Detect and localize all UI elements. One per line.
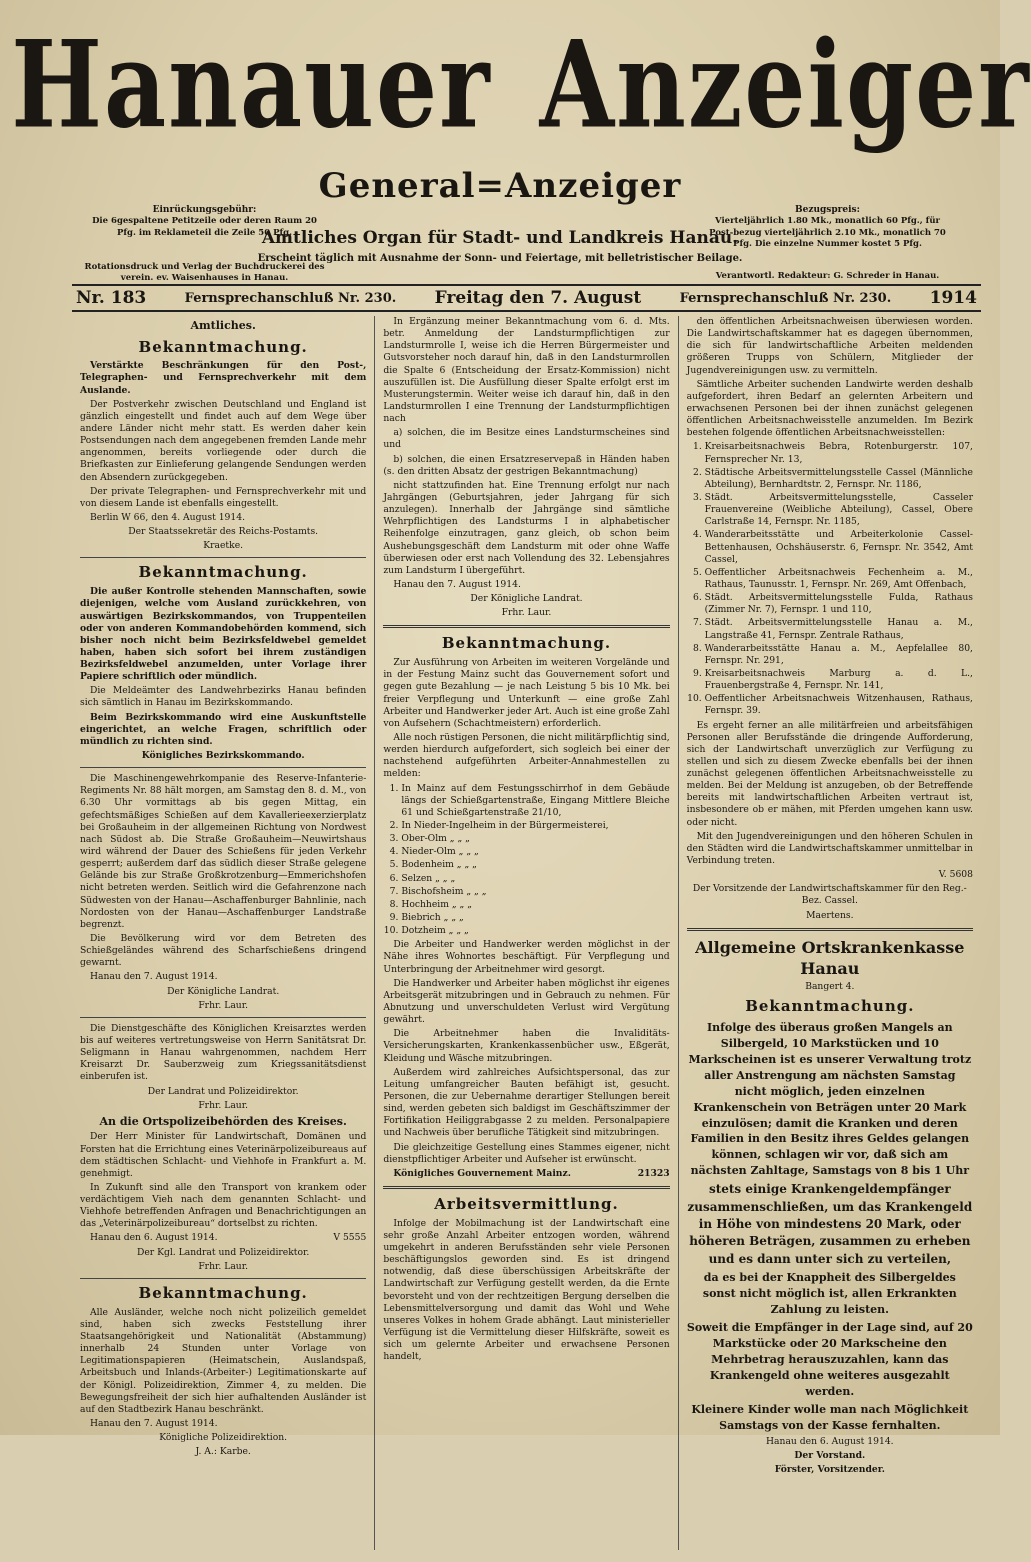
article-paragraph: stets einige Krankengeldempfänger zusammenschließen, um das Krankengeld in Höhe von mindestens 20 Mark, oder höheren Beträgen, zusammen zu erheben und es dann unter sich zu verteilen, xyxy=(687,1182,973,1266)
article-paragraph: Zur Ausführung von Arbeiten im weiteren Vorgelände und in der Festung Mainz sucht das Gouvernement sofort und gegen gute Bezahlung — je nach Leistung 5 bis 10 Mk. bei freier Verpflegung und Unterkunft — eine große Zahl Arbeiter und Handwerker jeder Art. Auch ist eine große Zahl von Aufsehern (Schachtmeistern) erforderlich. xyxy=(383,657,670,729)
article-heading: Bekanntmachung. xyxy=(138,1283,308,1302)
list-item: 9. Kreisarbeitsnachweis Marburg a. d. L., Frauenbergstraße 4, Fernspr. Nr. 141, xyxy=(705,668,973,692)
article-paragraph: Kleinere Kinder wolle man nach Möglichkeit Samstags von der Kasse fernhalten. xyxy=(691,1402,969,1432)
column-2 xyxy=(374,316,677,1550)
phone-right: Fernsprechanschluß Nr. 230. xyxy=(679,290,892,306)
article-heading: Bekanntmachung. xyxy=(745,997,915,1016)
list-item: 1. Kreisarbeitsnachweis Bebra, Rotenburgerstr. 107, Fernsprecher Nr. 13, xyxy=(705,441,973,465)
list-item: 8. Wanderarbeitsstätte Hanau a. M., Aepfelallee 80, Fernspr. Nr. 291, xyxy=(705,643,973,667)
divider xyxy=(687,928,973,931)
article-paragraph: Die Arbeitnehmer haben die Invaliditäts-Versicherungskarten, Krankenkassenbücher usw., Eßgerät, Kleidung und Wäsche mitzubringen. xyxy=(383,1028,670,1064)
publisher-note: Rotationsdruck und Verlag der Buchdruckerei des verein. ev. Waisenhauses in Hanau. xyxy=(84,262,325,284)
list-item: 4. Wanderarbeitsstätte und Arbeiterkolonie Cassel-Bettenhausen, Ochshäuserstr. 6, Fernspr. Nr. 3542, Amt Cassel, xyxy=(705,529,973,565)
article-paragraph: Die gleichzeitige Gestellung eines Stammes eigener, nicht dienstpflichtiger Arbeiter und Aufseher ist erwünscht. xyxy=(383,1141,670,1165)
article-signature: Königliches Bezirkskommando. xyxy=(141,750,305,762)
list-item: 10. Oeffentlicher Arbeitsnachweis Witzenhausen, Rathaus, Fernspr. 39. xyxy=(705,693,973,717)
article-signature-name: Förster, Vorsitzender. xyxy=(774,1463,885,1475)
list-item: 6. Städt. Arbeitsvermittelungsstelle Fulda, Rathaus (Zimmer Nr. 7), Fernspr. 1 und 110, xyxy=(705,592,973,616)
article-place-date: Hanau den 7. August 1914. xyxy=(90,1417,218,1429)
signature-text: Königliches Gouvernement Mainz. xyxy=(393,1167,571,1179)
divider xyxy=(80,1278,366,1279)
article-place-date: Hanau den 7. August 1914. xyxy=(393,578,521,590)
divider xyxy=(80,557,366,558)
article-heading: Arbeitsvermittlung. xyxy=(434,1194,619,1213)
article-paragraph: Alle noch rüstigen Personen, die nicht militärpflichtig sind, werden hierdurch aufgefordert, sich sogleich bei einer der nachstehend aufgeführten Arbeiter-Annahmestellen zu melden: xyxy=(383,732,670,780)
divider xyxy=(383,625,669,628)
divider xyxy=(80,767,366,768)
issue-date: Freitag den 7. August xyxy=(434,288,642,308)
list-item: 9. Biebrich „ „ „ xyxy=(401,912,669,924)
list-item: 7. Bischofsheim „ „ „ xyxy=(401,886,669,898)
place-date-text: Hanau den 6. August 1914. xyxy=(90,1232,218,1244)
article-paragraph: Der Postverkehr zwischen Deutschland und England ist gänzlich eingestellt und findet auch auf dem Wege über andere Länder nicht mehr statt. Es werden daher kein Postsendungen nach dem angegebenen fremden Lande mehr angenommen, bereits vorliegende oder durch die Briefkasten zur Einlieferung gelangende Sendungen werden den Absendern zurückgegeben. xyxy=(80,398,367,483)
list-item: 2. In Nieder-Ingelheim in der Bürgermeisterei, xyxy=(401,820,669,832)
article-paragraph: Infolge des überaus großen Mangels an Silbergeld, 10 Markstücken und 10 Markscheinen ist es unserer Verwaltung trotz aller Anstrengung am nächsten Samstag nicht möglich, jeden einzelnen Krankenschein von Beträgen unter 20 Mark einzulösen; damit die Kranken und deren Familien in den Besitz ihres Geldes gelangen können, schlagen wir vor, daß sich am nächsten Zahltage, Samstags von 8 bis 1 Uhr xyxy=(688,1020,972,1178)
article-signature-name: Frhr. Laur. xyxy=(198,999,249,1011)
list-item: 10. Dotzheim „ „ „ xyxy=(401,925,669,937)
article-place-date: Berlin W 66, den 4. August 1914. xyxy=(90,512,246,523)
article-heading: Bekanntmachung. xyxy=(441,634,612,653)
newspaper-title xyxy=(11,13,1031,155)
list-item: 7. Städt. Arbeitsvermittelungsstelle Hanau a. M., Langstraße 41, Fernspr. Zentrale Rathaus, xyxy=(705,617,973,641)
divider xyxy=(383,1186,669,1189)
article-heading: Bekanntmachung. xyxy=(138,337,308,356)
reference-code: V 5555 xyxy=(333,1232,367,1244)
column-1 xyxy=(72,316,374,1550)
article-paragraph: Beim Bezirkskommando wird eine Auskunftstelle eingerichtet, an welche Fragen, schriftlich oder mündlich zu richten sind. xyxy=(80,711,367,747)
dateline xyxy=(72,284,981,312)
article-paragraph: Die Meldeämter des Landwehrbezirks Hanau befinden sich sämtlich in Hanau im Bezirkskommando. xyxy=(80,685,367,709)
article-signature xyxy=(383,1168,669,1180)
reference-code: V. 5608 xyxy=(938,869,973,881)
article-signature: Der Königliche Landrat. xyxy=(470,593,583,605)
subscription-heading: Bezugspreis: xyxy=(795,205,860,215)
article-paragraph: Alle Ausländer, welche noch nicht polizeilich gemeldet sind, haben sich zwecks Feststellung ihrer Staatsangehörigkeit und Nationalität (Abstammung) innerhalb 24 Stunden unter Vorlage von Legitimationspapieren (Heimatschein, Auslandspaß, Arbeitsbuch und Inlands-(Arbeiter-) Legitimationskarte auf der Königl. Polizeidirektion, Zimmer 4, zu melden. Die Bewegungsfreiheit der sich hier aufhaltenden Ausländer ist auf den Stadtbezirk Hanau beschränkt. xyxy=(80,1306,367,1415)
article-paragraph: Die außer Kontrolle stehenden Mannschaften, sowie diejenigen, welche vom Ausland zurückkehren, von auswärtigen Bezirkskommandos, von Truppenteilen oder von anderen Kommandobehörden kommend, sich bisher noch nicht beim Bezirksfeldwebel gemeldet haben, haben sich sofort bei ihrem zuständigen Bezirksfeldwebel anzumelden, unter Vorlage ihrer Papiere schriftlich oder mündlich. xyxy=(80,586,367,683)
article-subheading: An die Ortspolizeibehörden des Kreises. xyxy=(99,1114,347,1128)
list-item: 3. Städt. Arbeitsvermittelungsstelle, Casseler Frauenvereine (Weibliche Abteilung), Cassel, Obere Carlstraße 14, Fernspr. Nr. 1185, xyxy=(705,492,973,528)
article-signature-name: Frhr. Laur. xyxy=(198,1099,249,1111)
subscription-text: Vierteljährlich 1.80 Mk., monatlich 60 Pfg., für Post-bezug vierteljährlich 2.10 Mk., monatlich 70 Pfg. Die einzelne Nummer kostet 5 Pfg. xyxy=(709,216,946,250)
article-place-date: Hanau den 7. August 1914. xyxy=(90,971,218,983)
article-paragraph: nicht stattzufinden hat. Eine Trennung erfolgt nur nach Jahrgängen (Geburtsjahren, jeder Jahrgang für sich anzulegen). Innerhalb der Jahrgänge sind sämtliche Wehrpflichtigen des Landsturms I in alphabetischer Reihenfolge einzutragen, ganz gleich, ob schon beim Aushebungsgeschäft dem Landsturm mit oder ohne Waffe überwiesen oder erst nach Vollendung des 32. Lebensjahres zum Landsturm I übergeführt. xyxy=(383,479,670,576)
article-paragraph: Es ergeht ferner an alle militärfreien und arbeitsfähigen Personen aller Berufsstände die dringende Aufforderung, sich der Landwirtschaft unverzüglich zur Verfügung zu stellen und sich zu diesem Zwecke ebenfalls bei der ihnen zunächst gelegenen öffentlichen Arbeitsnachweisstelle zu melden. Bei der Meldung ist anzugeben, ob der Betreffende bereits mit landwirtschaftlichen Arbeiten vertraut ist, insbesondere ob er mähen, mit Pferden umgehen kann usw. oder nicht. xyxy=(686,719,973,828)
article-place-date xyxy=(80,1232,366,1244)
article-signature-name: Frhr. Laur. xyxy=(198,1260,249,1272)
subtitle: General=Anzeiger xyxy=(318,166,682,206)
office-list xyxy=(687,441,973,717)
appears-line: Erscheint täglich mit Ausnahme der Sonn- und Feiertage, mit belletristischer Beilage. xyxy=(257,253,743,264)
article-list-item: b) solchen, die einen Ersatzreservepaß in Händen haben (s. den dritten Absatz der gestrigen Bekanntmachung) xyxy=(383,453,670,477)
article-paragraph: Mit den Jugendvereinigungen und den höheren Schulen in den Städten wird die Landwirtschaftskammer unmittelbar in Verbindung treten. xyxy=(686,830,973,867)
ad-rates-heading: Einrückungsgebühr: xyxy=(152,205,257,215)
ad-rates-text: Die 6gespaltene Petitzeile oder deren Raum 20 Pfg. im Reklameteil die Zeile 50 Pfg. xyxy=(92,216,317,238)
list-item: 3. Ober-Olm „ „ „ xyxy=(401,833,669,845)
article-paragraph: In Zukunft sind alle den Transport von krankem oder verdächtigem Vieh nach dem genannten Schlacht- und Viehhofe betreffenden Anfragen und Benachrichtigungen an das „Veterinärpolizeibureau“ dortselbst zu richten. xyxy=(80,1181,367,1230)
article-heading: Bekanntmachung. xyxy=(138,563,308,582)
article-signature: Königliche Polizeidirektion. xyxy=(159,1432,288,1444)
column-3 xyxy=(678,316,981,1550)
article-paragraph: Sämtliche Arbeiter suchenden Landwirte werden deshalb aufgefordert, ihren Bedarf an gelernten Arbeitern und erwachsenen Personen bei der ihnen zunächst gelegenen öffentlichen Arbeitsnachweisstelle anzumelden. Im Bezirk bestehen folgende öffentlichen Arbeitsnachweisstellen: xyxy=(686,378,973,439)
article-signature: Der Landrat und Polizeidirektor. xyxy=(147,1085,299,1097)
advert-heading: Allgemeine Ortskrankenkasse Hanau xyxy=(695,937,965,978)
list-item: 5. Oeffentlicher Arbeitsnachweis Fechenheim a. M., Rathaus, Taunusstr. 1, Fernspr. Nr. 269, Amt Offenbach, xyxy=(705,567,973,591)
article-signature: Der Staatssekretär des Reichs-Postamts. xyxy=(128,526,319,538)
advert-address: Bangert 4. xyxy=(805,980,855,992)
issue-number: Nr. 183 xyxy=(76,288,147,308)
article-signature: Der Vorsitzende der Landwirtschaftskammer für den Reg.-Bez. Cassel. xyxy=(692,883,967,907)
issue-year: 1914 xyxy=(929,288,977,308)
list-item: 2. Städtische Arbeitsvermittelungsstelle Cassel (Männliche Abteilung), Bernhardtstr. 2, Fernspr. Nr. 1186, xyxy=(705,467,973,491)
list-item: 6. Selzen „ „ „ xyxy=(401,873,669,885)
article-place-date: Hanau den 6. August 1914. xyxy=(766,1435,894,1447)
article-signature: Der Königliche Landrat. xyxy=(167,985,280,997)
article-paragraph: Die Arbeiter und Handwerker werden möglichst in der Nähe ihres Wohnortes beschäftigt. Für Verpflegung und Unterbringung der Arbeitnehmer wird gesorgt. xyxy=(383,939,670,975)
title-left: Hanauer xyxy=(11,13,492,155)
title-right: Anzeiger xyxy=(539,13,1031,155)
article-signature: Der Vorstand. xyxy=(794,1449,866,1461)
article-signature-name: J. A.: Karbe. xyxy=(195,1446,251,1458)
article-signature-name: Maertens. xyxy=(806,909,854,921)
article-signature-name: Frhr. Laur. xyxy=(501,607,552,619)
article-list-item: a) solchen, die im Besitze eines Landsturmscheines sind und xyxy=(383,427,670,451)
list-item: 5. Bodenheim „ „ „ xyxy=(401,859,669,871)
article-paragraph: Außerdem wird zahlreiches Aufsichtspersonal, das zur Leitung umfangreicher Bauten befähigt ist, gesucht. Personen, die zur Uebernahme derartiger Stellungen bereit sind, werden gebeten sich baldigst im Geschäftszimmer der Fortifikation Heiliggrabgasse 2 zu melden. Personalpapiere und Nachweis über berufliche Tätigkeit sind mitzubringen. xyxy=(383,1066,670,1139)
article-paragraph: Die Dienstgeschäfte des Königlichen Kreisarztes werden bis auf weiteres vertretungsweise von Herrn Sanitätsrat Dr. Seligmann in Hanau wahrgenommen, nachdem Herr Kreisarzt Dr. Sauberzweig zum Kriegssanitätsdienst einberufen ist. xyxy=(80,1022,367,1083)
article-paragraph: da es bei der Knappheit des Silbergeldes sonst nicht möglich ist, allen Erkrankten Zahlung zu leisten. xyxy=(702,1271,957,1317)
editor-note: Verantwortl. Redakteur: G. Schreder in Hanau. xyxy=(715,271,940,281)
article-paragraph: Der private Telegraphen- und Fernsprechverkehr mit und von diesem Lande ist ebenfalls eingestellt. xyxy=(80,485,367,509)
office-list xyxy=(383,783,669,938)
list-item: 8. Hochheim „ „ „ xyxy=(401,899,669,911)
article-paragraph: In Ergänzung meiner Bekanntmachung vom 6. d. Mts. betr. Anmeldung der Landsturmpflichtigen zur Landsturmrolle I, weise ich die Herren Bürgermeister und Gutsvorsteher noch darauf hin, daß in den Landsturmrollen die Spalte 6 (Entscheidung der Ersatz-Kommission) nicht auszufüllen ist. Die Ausfüllung dieser Spalte erfolgt erst im Musterungstermin. Weiter weise ich darauf hin, daß in den Landsturmrollen I eine Trennung der Landsturmpflichtigen nach xyxy=(383,316,670,425)
article-paragraph: Infolge der Mobilmachung ist der Landwirtschaft eine sehr große Anzahl Arbeiter entzogen worden, während umgekehrt in anderen Berufsständen sehr viele Personen beschäftigungslos geworden sind. Es ist dringend notwendig, daß diese überschüssigen Arbeitskräfte der Landwirtschaft zur Verfügung gestellt werden, da die Ernte bevorsteht und von der rechtzeitigen Bergung derselben die Lebensmittelversorgung und damit das Wohl und Wehe unseres Volkes in hohem Grade abhängt. Laut ministerieller Verfügung ist die Vermittelung dieser Hilfskräfte, soweit es sich um gelernte Arbeiter und erwachsene Personen handelt, xyxy=(383,1217,670,1363)
article-paragraph: Die Handwerker und Arbeiter haben möglichst ihr eigenes Arbeitsgerät mitzubringen und in Gebrauch zu nehmen. Für Abnutzung und unverschuldeten Verlust wird Vergütung gewährt. xyxy=(383,977,670,1026)
article-signature-name: Kraetke. xyxy=(203,540,244,552)
phone-left: Fernsprechanschluß Nr. 230. xyxy=(184,290,397,306)
article-columns xyxy=(72,316,981,1550)
article-lead: Verstärkte Beschränkungen für den Post-, Telegraphen- und Fernsprechverkehr mit dem Auslande. xyxy=(80,360,367,396)
article-paragraph: Die Bevölkerung wird vor dem Betreten des Schießgeländes während des Scharfschießens dringend gewarnt. xyxy=(80,933,367,969)
article-paragraph: Die Maschinengewehrkompanie des Reserve-Infanterie-Regiments Nr. 88 hält morgen, am Samstag den 8. d. M., von 6.30 Uhr vormittags ab bis gegen Mittag, ein gefechtsmäßiges Schießen auf dem Kavallerieexerzierplatz bei Großauheim in der allgemeinen Richtung von Nordwest nach Südost ab. Die Straße Großauheim—Neuwirtshaus wird während der Dauer des Schießens für jeden Verkehr gesperrt; außerdem darf das südlich dieser Straße gelegene Gelände bis zur Straße Großkrotzenburg—Emmerichshofen nicht betreten werden. Seitlich wird die Gefahrenzone nach Südwesten von der Hanau—Aschaffenburger Bahnlinie, nach Nordosten von der Hanau—Aschaffenburger Landstraße begrenzt. xyxy=(80,773,367,930)
list-item: 1. In Mainz auf dem Festungsschirrhof in dem Gebäude längs der Schießgartenstraße, Eingang Mittlere Bleiche 61 und Schießgartenstraße 21/10, xyxy=(401,783,669,819)
article-signature: Der Kgl. Landrat und Polizeidirektor. xyxy=(137,1246,310,1258)
section-heading: Amtliches. xyxy=(190,319,256,332)
article-paragraph: den öffentlichen Arbeitsnachweisen überwiesen worden. Die Landwirtschaftskammer hat es dagegen übernommen, die sich für landwirtschaftliche Arbeiten meldenden größeren Trupps von Schülern, Mitglieder der Jugendvereinigungen usw. zu vermitteln. xyxy=(686,316,973,376)
article-paragraph: Soweit die Empfänger in der Lage sind, auf 20 Markstücke oder 20 Markscheine den Mehrbetrag herauszuzahlen, kann das Krankengeld ohne weiteres ausgezahlt werden. xyxy=(686,1321,973,1398)
article-paragraph: Der Herr Minister für Landwirtschaft, Domänen und Forsten hat die Errichtung eines Veterinärpolizeibureaus auf dem städtischen Schlacht- und Viehhofe in Frankfurt a. M. genehmigt. xyxy=(80,1131,367,1179)
divider xyxy=(80,1017,366,1018)
list-item: 4. Nieder-Olm „ „ „ xyxy=(401,846,669,858)
organ-line: Amtliches Organ für Stadt- und Landkreis Hanau. xyxy=(261,228,739,248)
reference-code: 21323 xyxy=(637,1167,670,1179)
